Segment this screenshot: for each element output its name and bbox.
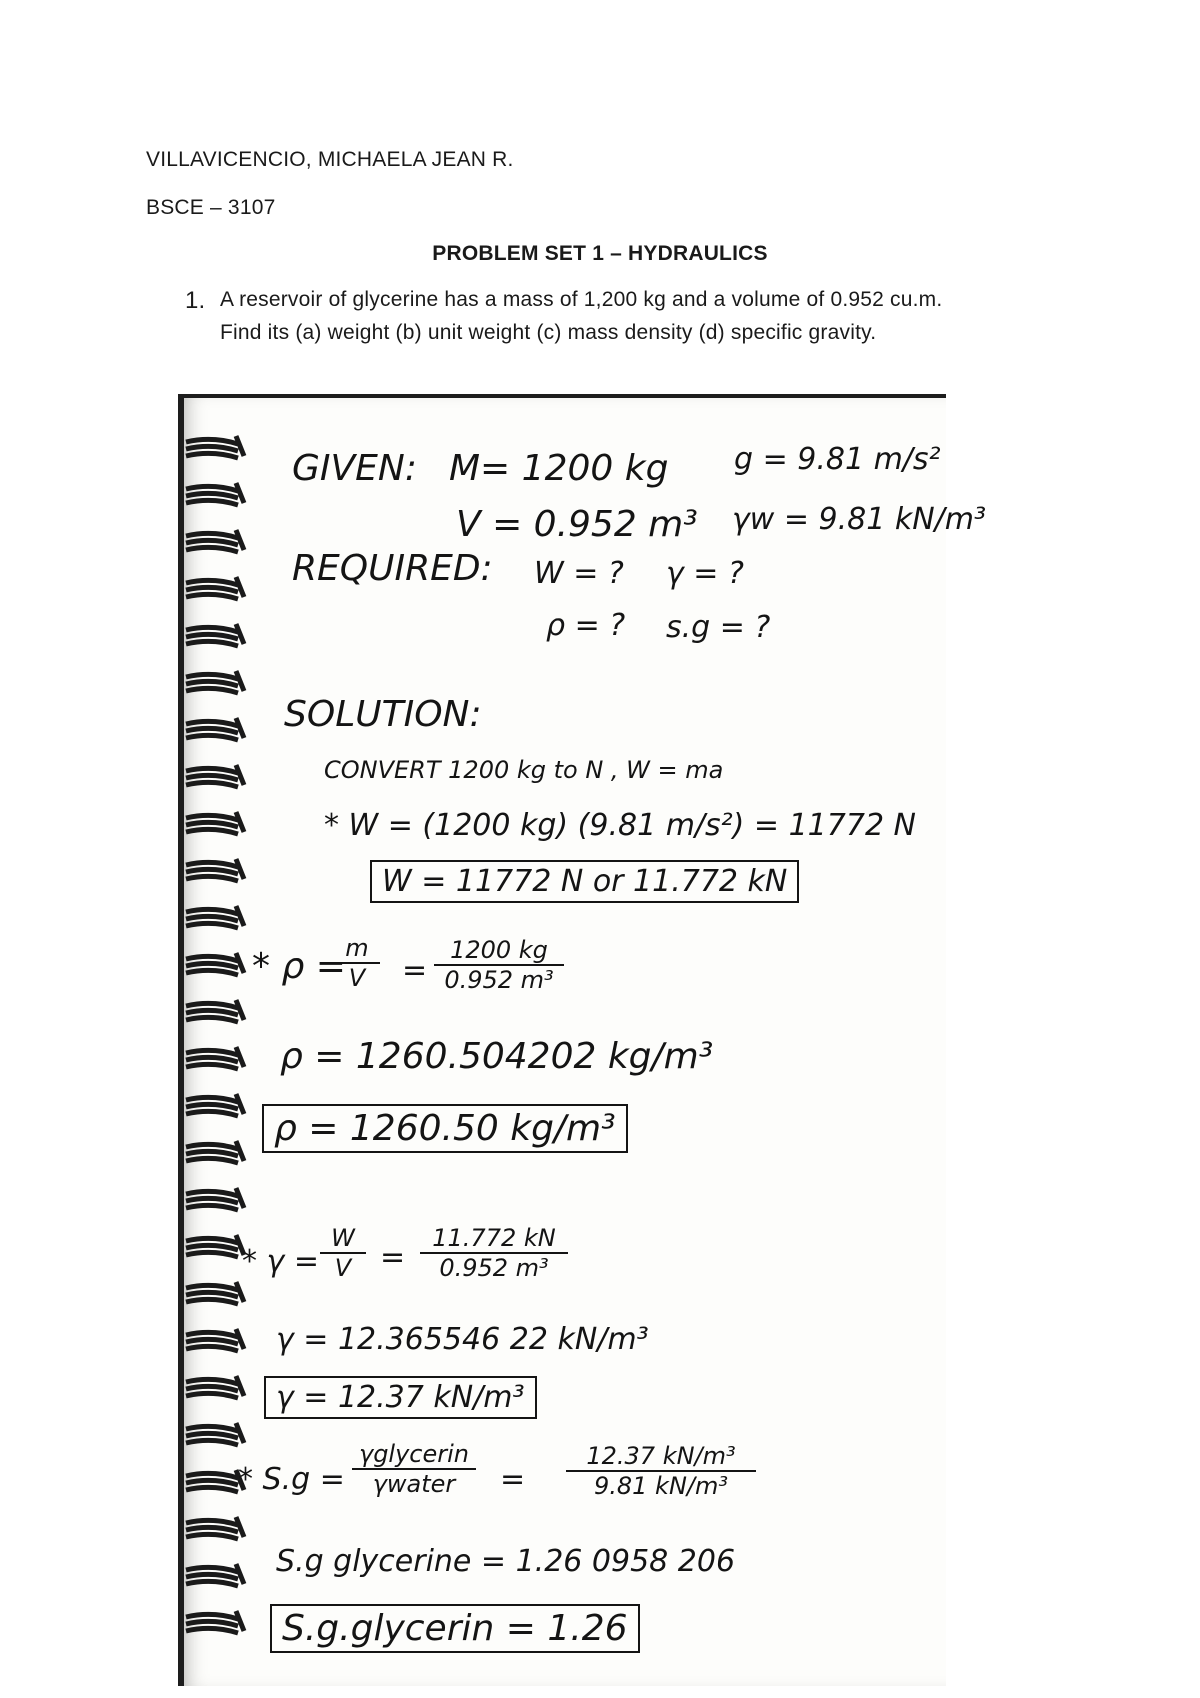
spiral-coil bbox=[186, 1473, 238, 1478]
unit-weight-formula-denominator: V bbox=[334, 1254, 352, 1282]
spiral-coil bbox=[186, 1386, 238, 1391]
spiral-coil bbox=[186, 1252, 238, 1257]
spiral-coil bbox=[186, 963, 238, 968]
problem-line-1: A reservoir of glycerine has a mass of 1,200 kg and a volume of 0.952 cu.m. bbox=[220, 288, 943, 311]
spiral-coil bbox=[186, 768, 238, 773]
spiral-coil bbox=[186, 1144, 238, 1149]
spiral-coil bbox=[186, 1346, 238, 1351]
weight-answer: W = 11772 N or 11.772 kN bbox=[370, 860, 799, 903]
density-answer: ρ = 1260.50 kg/m³ bbox=[262, 1104, 628, 1153]
spiral-coil bbox=[186, 1245, 238, 1250]
unit-weight-lhs: * γ = bbox=[242, 1244, 319, 1279]
unit-weight-substitution-numerator: 11.772 kN bbox=[420, 1224, 568, 1254]
spiral-coil bbox=[186, 782, 238, 787]
given-volume: V = 0.952 m³ bbox=[456, 504, 698, 545]
required-unit-weight: γ = ? bbox=[666, 556, 744, 591]
notebook-photo bbox=[178, 394, 987, 1686]
spiral-coil bbox=[186, 587, 238, 592]
spiral-coil bbox=[186, 1426, 238, 1431]
spiral-coil bbox=[186, 1191, 238, 1196]
spiral-coil bbox=[186, 493, 238, 498]
density-substitution-numerator: 1200 kg bbox=[434, 936, 564, 966]
spiral-coil bbox=[186, 1198, 238, 1203]
spiral-coil bbox=[186, 1379, 238, 1384]
density-substitution-denominator: 0.952 m³ bbox=[444, 966, 554, 994]
spiral-coil bbox=[186, 1487, 238, 1492]
specific-gravity-answer: S.g.glycerin = 1.26 bbox=[270, 1604, 640, 1653]
spiral-coil bbox=[186, 594, 238, 599]
spiral-coil bbox=[186, 1339, 238, 1344]
problem-set-title: PROBLEM SET 1 – HYDRAULICS bbox=[432, 242, 768, 265]
specific-gravity-substitution-numerator: 12.37 kN/m³ bbox=[566, 1442, 756, 1472]
spiral-coil bbox=[186, 1097, 238, 1102]
spiral-coil bbox=[186, 1433, 238, 1438]
spiral-coil bbox=[186, 1003, 238, 1008]
spiral-coil bbox=[186, 500, 238, 505]
spiral-coil bbox=[186, 547, 238, 552]
spiral-coil bbox=[186, 1628, 238, 1633]
spiral-coil bbox=[186, 829, 238, 834]
spiral-coil bbox=[186, 876, 238, 881]
spiral-coil bbox=[186, 439, 238, 444]
spiral-coil bbox=[186, 1151, 238, 1156]
given-label: GIVEN: bbox=[292, 448, 417, 489]
spiral-coil bbox=[186, 453, 238, 458]
course-code: BSCE – 3107 bbox=[146, 196, 276, 219]
density-result: ρ = 1260.504202 kg/m³ bbox=[280, 1036, 714, 1077]
spiral-coil bbox=[186, 728, 238, 733]
specific-gravity-substitution bbox=[566, 1442, 756, 1500]
spiral-coil bbox=[186, 533, 238, 538]
spiral-coil bbox=[186, 956, 238, 961]
spiral-coil bbox=[186, 1332, 238, 1337]
spiral-coil bbox=[186, 580, 238, 585]
solution-label: SOLUTION: bbox=[284, 694, 482, 735]
spiral-coil bbox=[186, 1205, 238, 1210]
unit-weight-substitution-denominator: 0.952 m³ bbox=[439, 1254, 549, 1282]
unit-weight-equals: = bbox=[380, 1240, 406, 1275]
spiral-coil bbox=[186, 486, 238, 491]
spiral-coil bbox=[186, 681, 238, 686]
spiral-coil bbox=[186, 1285, 238, 1290]
spiral-coil bbox=[186, 688, 238, 693]
unit-weight-substitution bbox=[420, 1224, 568, 1282]
unit-weight-answer: γ = 12.37 kN/m³ bbox=[264, 1376, 537, 1419]
spiral-coil bbox=[186, 1527, 238, 1532]
density-formula bbox=[334, 934, 380, 992]
spiral-coil bbox=[186, 909, 238, 914]
specific-gravity-formula bbox=[352, 1440, 476, 1498]
given-water-unit-weight: γw = 9.81 kN/m³ bbox=[732, 502, 987, 537]
density-equals: = bbox=[402, 953, 428, 988]
spiral-coil bbox=[186, 1534, 238, 1539]
spiral-coil bbox=[186, 1581, 238, 1586]
unit-weight-formula-numerator: W bbox=[320, 1224, 366, 1254]
required-label: REQUIRED: bbox=[292, 548, 493, 589]
spiral-coil bbox=[186, 1292, 238, 1297]
unit-weight-formula bbox=[320, 1224, 366, 1282]
spiral-coil bbox=[186, 1111, 238, 1116]
given-gravity: g = 9.81 m/s² bbox=[734, 442, 941, 477]
weight-calculation: * W = (1200 kg) (9.81 m/s²) = 11772 N bbox=[324, 808, 917, 843]
spiral-coil bbox=[186, 446, 238, 451]
spiral-coil bbox=[186, 923, 238, 928]
spiral-coil bbox=[186, 1621, 238, 1626]
problem-number: 1. bbox=[185, 287, 206, 314]
density-formula-denominator: V bbox=[348, 964, 366, 992]
spiral-coil bbox=[186, 1050, 238, 1055]
spiral-coil bbox=[186, 674, 238, 679]
spiral-coil bbox=[186, 735, 238, 740]
density-lhs: * ρ = bbox=[252, 946, 346, 987]
spiral-coil bbox=[186, 869, 238, 874]
spiral-coil bbox=[186, 721, 238, 726]
spiral-coil bbox=[186, 775, 238, 780]
spiral-coil bbox=[186, 815, 238, 820]
spiral-coil bbox=[186, 1520, 238, 1525]
density-formula-numerator: m bbox=[334, 934, 380, 964]
required-specific-gravity: s.g = ? bbox=[666, 610, 771, 645]
spiral-coil bbox=[186, 916, 238, 921]
convert-step: CONVERT 1200 kg to N , W = ma bbox=[324, 756, 724, 784]
spiral-coil bbox=[186, 970, 238, 975]
specific-gravity-substitution-denominator: 9.81 kN/m³ bbox=[593, 1472, 728, 1500]
specific-gravity-formula-numerator: γglycerin bbox=[352, 1440, 476, 1470]
specific-gravity-equals: = bbox=[500, 1462, 526, 1497]
spiral-coil bbox=[186, 1299, 238, 1304]
spiral-coil bbox=[186, 1480, 238, 1485]
spiral-coil bbox=[186, 1017, 238, 1022]
student-name: VILLAVICENCIO, MICHAELA JEAN R. bbox=[146, 148, 514, 171]
spiral-coil bbox=[186, 1614, 238, 1619]
spiral-coil bbox=[186, 822, 238, 827]
specific-gravity-formula-denominator: γwater bbox=[372, 1470, 456, 1498]
density-substitution bbox=[434, 936, 564, 994]
given-mass: M= 1200 kg bbox=[449, 448, 669, 489]
required-weight: W = ? bbox=[534, 556, 624, 591]
spiral-coil bbox=[186, 634, 238, 639]
spiral-coil bbox=[186, 641, 238, 646]
specific-gravity-result: S.g glycerine = 1.26 0958 206 bbox=[276, 1544, 736, 1579]
spiral-coil bbox=[186, 1440, 238, 1445]
spiral-coil bbox=[186, 1064, 238, 1069]
required-density: ρ = ? bbox=[546, 608, 626, 643]
spiral-coil bbox=[186, 1238, 238, 1243]
problem-line-2: Find its (a) weight (b) unit weight (c) mass density (d) specific gravity. bbox=[220, 321, 877, 344]
specific-gravity-lhs: * S.g = bbox=[238, 1462, 345, 1497]
unit-weight-result: γ = 12.365546 22 kN/m³ bbox=[276, 1322, 649, 1357]
spiral-coil bbox=[186, 1104, 238, 1109]
spiral-coil bbox=[186, 1010, 238, 1015]
spiral-coil bbox=[186, 1158, 238, 1163]
spiral-coil bbox=[186, 1574, 238, 1579]
spiral-coil bbox=[186, 862, 238, 867]
spiral-coil bbox=[186, 1567, 238, 1572]
spiral-coil bbox=[186, 1057, 238, 1062]
spiral-coil bbox=[186, 627, 238, 632]
spiral-coil bbox=[186, 540, 238, 545]
spiral-coil bbox=[186, 1393, 238, 1398]
